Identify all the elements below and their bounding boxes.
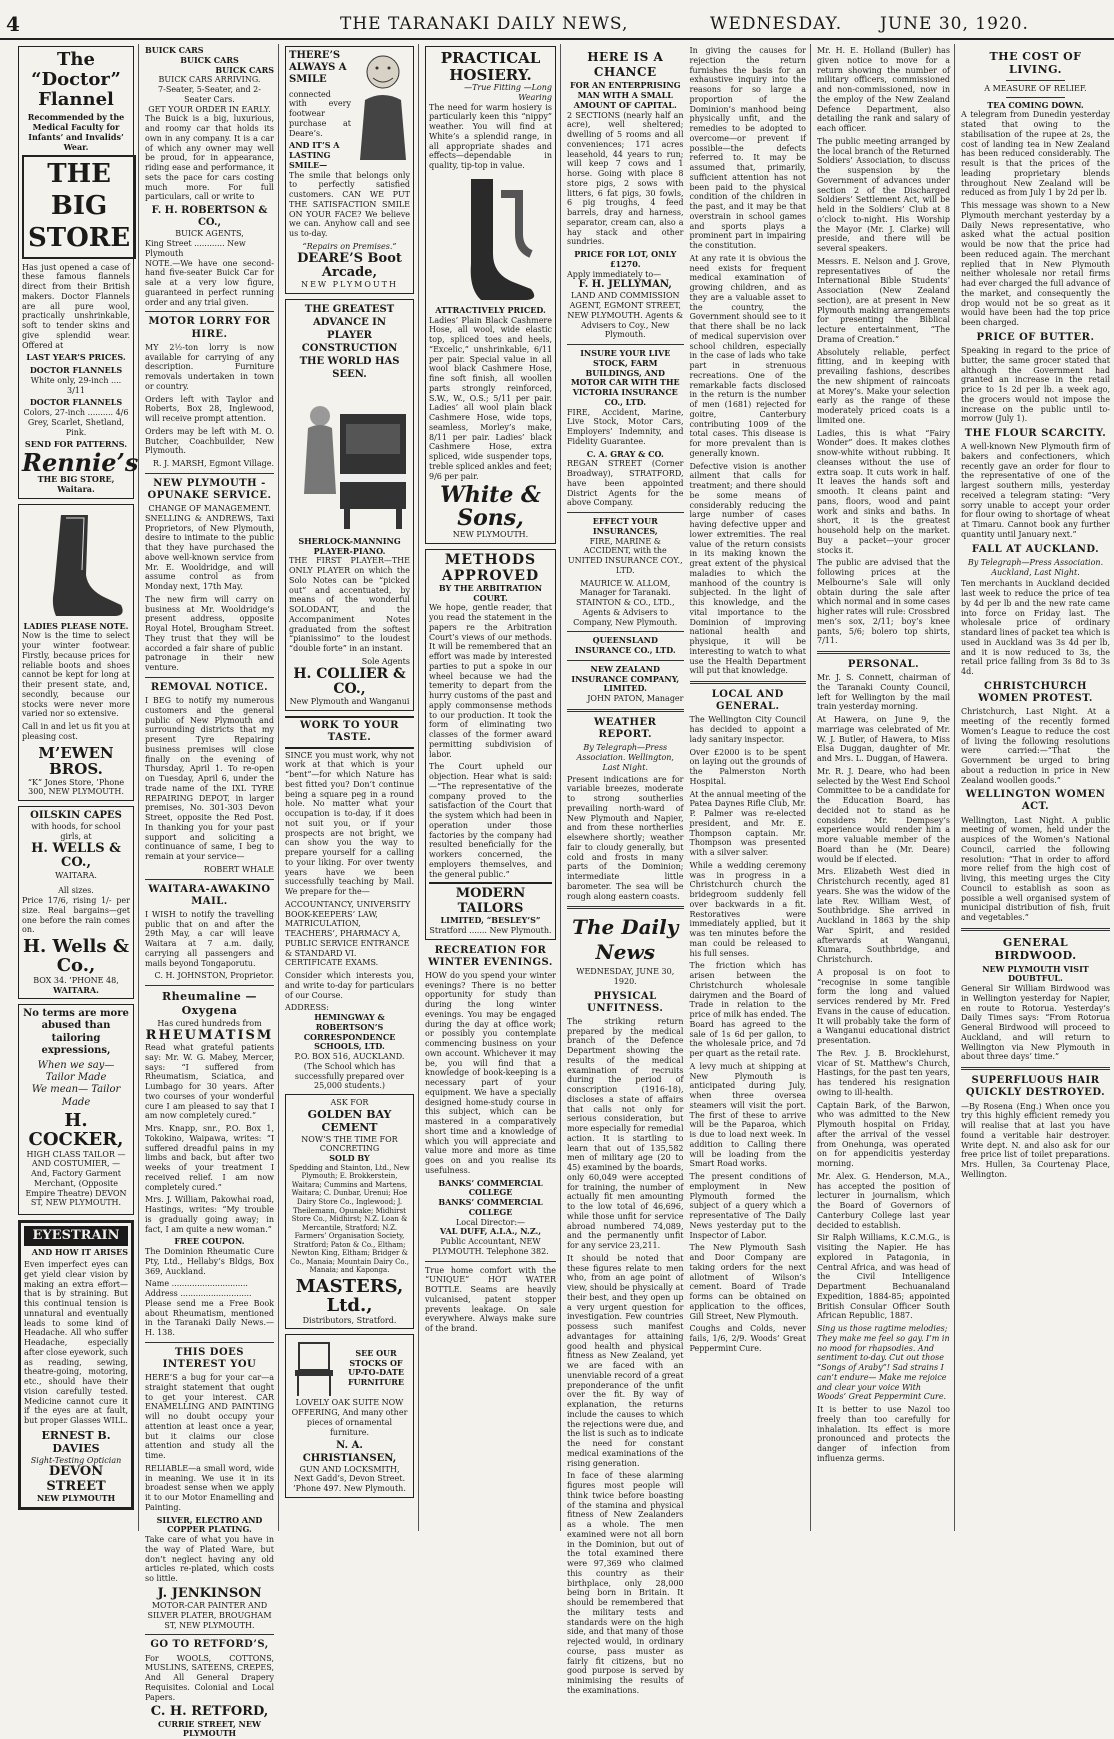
article-headline: THE COST OF LIVING. (989, 50, 1082, 77)
ad-name: JOHN PATON, Manager (587, 694, 684, 704)
ad-subhead: FOR AN ENTERPRISING MAN WITH A SMALL AMOUNT OF CAPITAL. (569, 80, 681, 110)
ad-address: CURRIE STREET, NEW PLYMOUTH (158, 1718, 261, 1739)
ad-subhead: SILVER, ELECTRO AND COPPER PLATING. (156, 1514, 263, 1535)
ad-subhead: AND IT’S A LASTING SMILE— (289, 140, 340, 170)
ad-subhead: CHANGE OF MANAGEMENT. (148, 504, 271, 514)
ad-headline: UP-TO-DATE FURNITURE (347, 1367, 405, 1388)
ad-headline: Rheumaline — Oxygena (161, 990, 258, 1017)
ad-text: Has just opened a case of these famous flannels direct from their British makers. Doctor Flannels are all pure wool, practically unshrinkable, soft to tender skins and give splendid wear. Offered at (22, 262, 130, 350)
ad-name: C. H. RETFORD, (150, 1704, 269, 1720)
article-subhead: TEA COMING DOWN. (987, 99, 1084, 110)
ad-headline: EFFECT YOUR INSURANCES, (592, 516, 658, 536)
ad-text: Orders may be left with M. O. Butcher, Coachbuilder, New Plymouth. (145, 426, 274, 456)
ad-subhead: FIRE, MARINE & ACCIDENT, with the UNITED INSURANCE COY., LTD. (567, 536, 683, 575)
column-2 (141, 44, 279, 1739)
ad-text: The Court upheld our objection. Hear what is said:—“The representative of the company proved to the satisfaction of the Court that the system which had been in operation under those factories by the company had resulted beneficially for the workers concerned, the employers themselves, and the general public.” (429, 762, 552, 879)
ad-address: MOTOR-CAR PAINTER AND SILVER PLATER, BROUGHAM ST, NEW PLYMOUTH. (147, 1601, 272, 1630)
ad-headline: BUICK CARS (215, 64, 274, 75)
article-text: —By Rosena (Eng.) When once you try this highly efficient remedy you will realise that at last you have found a veritable hair destroyer. Write dept. N. and also ask for our free price list of toilet preparations. Mrs. Hullen, 3a Courtenay Place, Wellington. (961, 1101, 1110, 1179)
ad-text: ASK FOR (330, 1098, 369, 1108)
article-text: The striking return prepared by the medical branch of the Defence Department showing the results of the medical examination of recruits during the period of conscription (1916-18), discloses a state of affairs that calls not only for serious consideration, but more especially for remedial action. It is startling to learn that out of 135,582 men of military age (20 to 45) examined by the boards, only 60,049 were accepted for training, the number of actually fit men amounting to the low total of 46,696, while those unfit for service abroad numbered 74,089, and the permanently unfit for any service 23,211. (567, 1016, 684, 1251)
ad-address: NEW PLYMOUTH (36, 1493, 116, 1504)
ad-headline: METHODS APPROVED (441, 552, 540, 584)
ad-address: LAND AND COMMISSION AGENT, EGMONT STREET, NEW PLYMOUTH. Agents & Advisers to Coy., New Plymouth. (567, 291, 684, 340)
price-line: White only, 29-inch .... 3/11 (30, 375, 122, 395)
article-text: Mr. Alex. G. Henderson, M.A., has accepted the position of lecturer in journalism, which the Board of Governors of Canterbury College last year decided to establish. (817, 1171, 950, 1230)
article-text: General Sir William Birdwood was in Wellington yesterday for Napier, en route to Rotorua. Yesterday’s Daily Times says: “From Rotorua General Birdwood will proceed to Auckland, and will return to Wellington via New Plymouth in about three days’ time.” (961, 984, 1110, 1062)
ad-name: N. A. CHRISTIANSEN, (302, 1440, 397, 1464)
ad-headline: No terms are more abused than tailoring expressions, (23, 1008, 129, 1056)
ad-headline: BUICK CARS (180, 54, 239, 65)
article-text: A well-known New Plymouth firm of bakers and confectioners, which recently gave an order for flour to the representative of one of the largest southern mills, yesterday received a telegram stating: “Very sorry unable to accept your order for flour owing to shortage of wheat at Timaru. Cannot book any further quantity until January next.” (961, 442, 1110, 539)
ad-name: HEMINGWAY & ROBERTSON’S CORRESPONDENCE SCHOOLS, LTD. (303, 1012, 396, 1052)
ad-text: We hope, gentle reader, that you read the statement in the papers re the Arbitration Court’s views of our methods. It will be remembered that an effort was made by interested parties to put a spoke in our wheel because we had the temerity to depart from the hurry customs of the past and apply commonsense methods to our production. It took the form of eliminating two classes of the former award permitting subdivision of labor. (429, 603, 552, 759)
cocker-ad (18, 1004, 134, 1215)
ad-text: Take care of what you have in the way of Plated Ware, but don’t neglect having any old articles re-plated, which costs so little. (145, 1535, 274, 1584)
page-number: 4 (6, 12, 20, 36)
column-5 (563, 44, 811, 1695)
ad-subhead: LIMITED, “BESLEY’S” (440, 915, 541, 926)
ad-subhead: BUICK CARS ARRIVING. (158, 75, 261, 85)
ad-text: MY 2½-ton lorry is now available for carrying of any description. Furniture removals undertaken in town or country. (145, 342, 274, 391)
ad-headline: Flannel (38, 88, 114, 110)
ad-subhead: —True Fitting —Long Wearing (464, 83, 552, 102)
mewen-name: M’EWEN BROS. (38, 743, 114, 779)
article-text: The Wellington City Council has decided to appoint a lady sanitary inspector. (689, 715, 806, 744)
coupon-name-field: Name .............................. (145, 1279, 248, 1289)
column-4 (421, 44, 561, 1531)
article-text: The public are advised that the following prices at the Melbourne’s Sale will only obtain during the sale after which normal and in some cases higher rates will rule: Crossbred men’s sox, 2/11; boy’s knee pants, 5/6; bolero top shirts, 7/11. (817, 558, 950, 646)
article-text: While a wedding ceremony was in progress in a Christchurch church the bridegroom suddenly fell over backwards in a fit. Restoratives were immediately applied, but it was ten minutes before the man could be released to his full senses. (689, 860, 806, 958)
ad-text: Please send me a Free Book about Rheumatism, mentioned in the Taranaki Daily News.—H. 138. (145, 1298, 274, 1338)
ad-text: connected with every footwear purchase at Deare’s. (289, 89, 351, 138)
article-text: Present indications are for variable breezes, moderate to strong southerlies prevailing north-ward of New Plymouth and Napier, and from these northerlies elsewhere shortly; weather fair to cloudy generally, but cold and frosts in many parts of the Dominion; intermediate little barometer. The sea will be rough along eastern coasts. (567, 774, 684, 901)
article-text: The New Plymouth Sash and Door Company are taking orders for the next allotment of Wilson’s cement. Board of Trade forms can be obtained on application to the offices, Gill Street, New Plymouth. (689, 1243, 806, 1321)
oilskin-ad (18, 806, 134, 999)
ad-name: H. Wells & Co., (22, 936, 130, 976)
article-headline: GENERAL BIRDWOOD. (994, 935, 1077, 963)
white-sons-logo: White & Sons, (440, 482, 541, 532)
deare-ad (285, 46, 414, 294)
ad-name: STAINTON & CO., LTD., Agents & Advisers to Company, New Plymouth. (573, 598, 678, 627)
ad-text: The Dominion Rheumatic Cure Pty, Ltd., Hellaby’s Bldgs, Box 369, Auckland. (145, 1247, 274, 1276)
ad-address: WAITARA. (55, 870, 97, 880)
article-text: Messrs. E. Nelson and J. Grove, representatives of the International Bible Students’ Association (New Zealand section), are at present in New Plymouth making arrangements for presenting the Biblical lecture entertainment, “The Drama of Creation.” (817, 256, 950, 344)
ad-text: All sizes. (58, 886, 94, 896)
article-text: Captain Bark, of the Barwon, who was admitted to the New Plymouth hospital on Friday, after the arrival of the vessel from Onehunga, was operated on for appendicitis yesterday morning. (817, 1100, 950, 1169)
article-subhead: FALL AT AUCKLAND. (971, 543, 1100, 555)
ad-name: H. WELLS & CO., (31, 840, 121, 871)
ad-headline: HERE IS A CHANCE (587, 50, 664, 79)
ad-subhead: BY THE ARBITRATION COURT. (438, 582, 543, 603)
ad-text: I WISH to notify the travelling public that on and after the 29th May, a car will leave Waitara at 7 a.m. daily, carrying all passengers and mails beyond Tongaporutu. (145, 909, 274, 968)
article-dateline: By Telegraph—Press Association. Wellington, Last Night. (576, 743, 674, 772)
article-text: Over £2000 is to be spent on laying out the grounds of the Palmerston North Hospital. (689, 747, 806, 786)
article-text: Speaking in regard to the price of butter, the same grocer stated that although the Government had granted an increase in the retail price to 1s 2d per lb. a week ago, the grocers would not impose the increase on the public until to-morrow (July 1). (961, 346, 1110, 424)
ad-text: with hoods, for school girls, at (31, 822, 121, 842)
article-headline: SUPERFLUOUS HAIR QUICKLY DESTROYED. (965, 1075, 1106, 1099)
ad-headline: RHEUMATISM (145, 1027, 274, 1043)
article-text: Absolutely reliable, perfect fitting, and in keeping with prevailing fashions, describes the new shipment of raincoats at Morey’s. Make your selection early as the range of these moderately priced coats is a limited one. (817, 347, 950, 425)
ad-name: C. A. GRAY & CO. (586, 448, 664, 459)
furniture-ad (285, 1334, 414, 1498)
ad-text: (The School which has successfully prepared over 25,000 students.) (294, 1061, 405, 1091)
column-1 (14, 44, 139, 1531)
article-subhead: CHRISTCHURCH WOMEN PROTEST. (978, 680, 1093, 705)
issue-date: JUNE 30, 1920. (880, 14, 1029, 34)
issue-day: WEDNESDAY. (710, 14, 843, 34)
article-text: Mr. J. S. Connett, chairman of the Taranaki County Council, left for Wellington by the mail train yesterday morning. (817, 673, 950, 712)
ad-name: MODERN TAILORS (429, 882, 552, 916)
smiling-man-illustration (355, 50, 410, 160)
ad-name: VICTORIA INSURANCE CO., LTD. (572, 387, 678, 407)
article-subhead: A MEASURE OF RELIEF. (984, 83, 1087, 93)
modern-tailors-ad (425, 549, 556, 939)
column-3 (281, 44, 419, 1531)
ad-text: Local Director:— (455, 1217, 526, 1227)
ad-text: I BEG to notify my numerous customers and the general public of New Plymouth and surrounding districts that my present Tyre Repairing business premises will close finally on the evening of Thursday, April 1. To re-open on Tuesday, April 6, under the trade name of the IXL TYRE REPAIRING DEPOT, in larger premises, No. 301-303 Devon Street, opposite the Red Post. In thanking you for your past support and soliciting a continuance of same, I beg to remain at your service— (145, 696, 274, 862)
article-text: Ladies, this is what “Fairy Wonder” does. It makes clothes snow-white without rubbing. It cleanses without the use of extra soap. It cuts work in half. It leaves the hands soft and smooth. It cleans paint and pans, floors, wood and paint work and sinks and baths. In short, it is the greatest household help on the market. Buy a packet—your grocer stocks it. (817, 428, 950, 555)
article-text: Mrs. Elizabeth West died in Christchurch recently, aged 81 years. She was the widow of the late Rev. William West, of Southbridge. She arrived in Auckland in 1863 by the ship War Spirit, and resided afterwards at Wanganui, Kumara, Southbridge, and Christchurch. (817, 867, 950, 965)
ad-name: F. H. JELLYMAN, (578, 279, 672, 291)
ad-text: Read what grateful patients say: Mr. W. G. Mabey, Mercer, says: “I suffered from Rheumatism, Sciatica, and Lumbago for 30 years. After two courses of your wonderful cure I am pleased to say that I am now completely cured.” (145, 1043, 274, 1121)
ad-headline: OILSKIN CAPES (30, 810, 122, 822)
ad-subhead: SHERLOCK-MANNING PLAYER-PIANO. (298, 535, 401, 556)
ad-text: For WOOLS, COTTONS, MUSLINS, SATEENS, CREPES, And All General Drapery Requisites. Colonial and Local Papers. (145, 1653, 274, 1702)
article-text: The present conditions of employment in New Plymouth formed the subject of a query which a representative of The Daily News yesterday put to the Inspector of Labor. (689, 1172, 806, 1240)
stocking-illustration (431, 174, 551, 304)
article-text: The public meeting arranged by the local branch of the Returned Soldiers’ Association, to discuss the suspension by the Government of advances under section 2 of the Discharged Soldiers’ Settlement Act, will be held in the Soldiers’ Club at 8 o’clock to-night. His Worship the Mayor (Mr. J. Clarke) will preside, and there will be several speakers. (817, 136, 950, 253)
editorial-date: WEDNESDAY, JUNE 30, 1920. (576, 967, 675, 986)
ad-name: VAL DUFF, A.I.A., N.Z., (439, 1226, 542, 1237)
rennies-logo: Rennie’s (22, 448, 139, 478)
white-sons-ad (425, 46, 556, 544)
ad-text: Consider which interests you, and write to-day for particulars of our Course. (285, 971, 414, 1000)
ad-headline: WAITARA-AWAKINO MAIL. (148, 883, 271, 907)
ad-subhead: SEE OUR STOCKS OF (349, 1347, 403, 1368)
ad-name: MAURICE W. ALLOM, Manager for Taranaki. (579, 578, 671, 598)
article-text: In face of these alarming figures most people will think twice before boasting of the stamina and physical fitness of New Zealanders as a whole. The men examined were not all born in the Dominion, but out of the total examined there were 97,369 who claimed this country as their birthplace, only 28,000 being born in Britain. It should be remembered that the military tests and standards were on the high side, and that many of those rejected would, in ordinary course, pass muster as fairly fit citizens, but no good purpose is served by minimising the results of the examinations. (567, 1471, 684, 1695)
newspaper-title: THE TARANAKI DAILY NEWS, (340, 14, 629, 34)
price-line: DOCTOR FLANNELS (29, 397, 123, 408)
column-6 (813, 44, 955, 1531)
article-text: It should be noted that these figures relate to men who, from an age point of view, should be physically at their best, and they open up a very urgent question for investigation. Few countries possess such manifest advantages for attaining good health and physical fitness as New Zealand, yet we are faced with an unenviable record of a great preponderance of the unfit over the fit. By way of explanation, the returns include the causes to which the rejections were due, and the list is such as to indicate the need for constant medical examinations of the rising generation. (567, 1253, 684, 1468)
article-text: Mr. R. J. Deare, who had been selected by the West End School Committee to be a candidate for the Education Board, has decided not to stand as he considers Mr. Dempsey’s experience would render him a more valuable member of the Board than he (Mr. Deare) would be if elected. (817, 766, 950, 864)
ad-text: THE FIRST PLAYER—THE ONLY PLAYER on which the Solo Notes can be “picked out” and accentuated, by means of the wonderful SOLODANT, and the Accompaniment Notes graduated from the softest “pianissimo” to the loudest “double forte” in an instant. (289, 556, 410, 654)
ad-subhead: LAST YEAR’S PRICES. (26, 352, 126, 363)
ad-subhead: ATTRACTIVELY PRICED. (435, 304, 546, 315)
ad-address: Distributors, Stratford. (302, 1315, 397, 1325)
ad-subhead: SEND FOR PATTERNS. (24, 439, 128, 450)
article-text: At the annual meeting of the Patea Daynes Rifle Club, Mr. P. Palmer was re-elected president, and Mr. E. Thompson captain. Mr. Thompson was presented with a silver salver. (689, 789, 806, 858)
ad-headline: The (57, 49, 95, 70)
ad-address: NEW PLYMOUTH. (452, 530, 529, 540)
article-text: Defective vision is another ailment that calls for treatment; and there should be some means of considerably reducing the large number of cases having defective upper and lower extremities. The real value of the return consists in its making known the great extent of the physical maladies to which the manhood of the country is subjected. In the light of this knowledge, and the vital importance to the Dominion of improving national health and physique, it will be interesting to watch to what use the Health Department will put that knowledge. (689, 461, 806, 676)
ad-name: F. H. ROBERTSON & CO., (151, 205, 268, 229)
ad-headline: MOTOR LORRY FOR HIRE. (148, 316, 271, 340)
ad-address: King Street ............ New Plymouth (145, 239, 246, 258)
ad-text: We mean— Tailor Made (31, 1084, 121, 1108)
ad-address: GUN AND LOCKSMITH, Next Gadd’s, Devon Street. (293, 1464, 406, 1484)
cement-ad (285, 1094, 414, 1329)
ad-text: Recommended by the Medical Faculty for Infants’ and Invalids’ Wear. (27, 112, 125, 152)
ad-text: RELIABLE—a small word, wide in meaning. We use it in its broadest sense when we apply it to our Motor Enamelling and Painting. (145, 1463, 274, 1512)
ad-text: Call in and let us fit you at pleasing cost. (22, 722, 130, 741)
ad-text: LOVELY OAK SUITE NOW OFFERING, And many other pieces of ornamental furniture. (291, 1398, 408, 1437)
ad-headline: NEW PLYMOUTH - OPUNAKE SERVICE. (147, 477, 272, 501)
ad-text: Price 17/6, rising 1/- per size. Real bargains—get one before the rain comes on. (22, 896, 130, 935)
ad-address: Stratford ....... New Plymouth. (429, 925, 552, 935)
article-text: Christchurch, Last Night. At a meeting of the recently formed Women’s League to reduce the cost of living the following resolutions were carried:—“That the Government be urged to bring about a reduction in price in New Zealand woollen goods.” (961, 707, 1110, 785)
ad-text: Mrs. J. William, Pakowhai road, Hastings, writes: “My trouble is gradually going away; in fact, I am quite a new woman.” (145, 1195, 274, 1234)
ad-text: Mrs. Knapp, snr., P.O. Box 1, Tokokino, Waipawa, writes: “I suffered dreadful pains in my limbs and back, but after two weeks of your treatment I received relief. I am now completely cured.” (145, 1124, 274, 1192)
article-text: The Rev. J. B. Brocklehurst, vicar of St. Matthew’s Church, Hastings, for the past ten years, has tendered his resignation owing to ill-health. (817, 1048, 950, 1097)
ad-name: R. J. MARSH, Egmont Village. (152, 459, 274, 468)
ad-address: Public Accountant, NEW PLYMOUTH. Telephone 382. (432, 1237, 549, 1256)
ad-name: J. JENKINSON (157, 1585, 262, 1601)
ad-text: Sight-Testing Optician (30, 1455, 122, 1465)
ad-name: QUEENSLAND INSURANCE CO., LTD. (574, 635, 676, 656)
ad-headline: GO TO RETFORD’S, (150, 1639, 269, 1651)
price-line: DOCTOR FLANNELS (29, 365, 123, 376)
article-text: A telegram from Dunedin yesterday stated that owing to the stabilisation of the rupee at 2s, the cost of landing tea in New Zealand has been reduced considerably. The result is that the prices of the leading proprietary blends throughout New Zealand will be reduced as from July 1 by 2d per lb. (961, 110, 1110, 198)
ad-headline: GOLDEN BAY CEMENT (307, 1107, 392, 1135)
ad-address: HIGH CLASS TAILOR — AND COSTUMIER, — And, Factory Garment Merchant, (Opposite Empire Theatre) DEVON ST, NEW PLYMOUTH. (25, 1149, 127, 1208)
eyestrain-ad (18, 1220, 134, 1510)
ad-text: HOW do you spend your winter evenings? There is no better opportunity for study than during the long winter evenings. You may be engaged during the day at office work; or possibly you contemplate commencing business on your own account. Whichever it may be, you will find that a knowledge of book-keeping is a necessary part of your equipment. We have a specially designed home-study course in this subject, which can be mastered in a comparatively short time and a knowledge of which you will appreciate and value more and more as time goes on and you realise its usefulness. (425, 970, 556, 1175)
ad-text: SNELLING & ANDREWS, Taxi Proprietors, of New Plymouth, desire to intimate to the public that they have purchased the above well-known service from Mr. E. Wooldridge, and will assume control as from Monday next, 17th May. (145, 513, 274, 592)
ad-address: New Plymouth and Wanganui (289, 697, 410, 707)
ad-subhead: NOW’S THE TIME FOR CONCRETING (301, 1134, 398, 1154)
poem: Sing us those ragtime melodies; They make me feel so gay. I’m in no mood for rhapsodies. And sentiment to-day. Cut out those “Songs of Araby”! Sad strains I can’t endure— Make me rejoice and clear your voice With Woods’ Great Peppermint Cure. (817, 1324, 950, 1402)
column-7 (957, 44, 1114, 1531)
ad-address: THE BIG STORE, Waitara. (37, 474, 115, 494)
boot-illustration (26, 510, 126, 620)
ad-text: REGAN STREET (Corner Broadway), STRATFORD, have been appointed District Agents for the above Company. (567, 459, 684, 508)
article-text: This message was shown to a New Plymouth merchant yesterday by a Daily News representative, who asked what the actual position would be now that the price had been reduced again. The merchant replied that in New Plymouth neither wholesale nor retail firms had ever charged the full advance of the market, and consequently the drop would not be so great as it would have been had the top price been charged. (961, 201, 1110, 328)
ad-headline: INSURE YOUR LIVE STOCK, FARM BUILDINGS, AND MOTOR CAR WITH THE (570, 348, 680, 388)
article-headline: PERSONAL. (847, 659, 920, 670)
article-text: Mr. H. E. Holland (Buller) has given notice to move for a return showing the number of military officers, commissioned and non-commissioned, now in the employ of the New Zealand Defence Department, also detailing the rank and salary of each officer. (817, 46, 950, 133)
ad-text: Ladies’ Plain Black Cashmere Hose, all wool, wide elastic top, spliced toes and heels, “Excelic,” unshrinkable, 6/11 per pair. Special value in all wool black Cashmere Hose, fine soft finish, all woollen parts strongly reinforced, S.W., W., O.S.; 5/11 per pair. Ladies’ all wool plain black Cashmere Hose, wide tops, seamless, Morley’s make, 8/11 per pair. Ladies’ black Cashmere Hose, extra spliced, wide suspender tops, treble spliced ankles and feet; 9/6 per pair. (429, 315, 552, 481)
ad-address: DEVON STREET (46, 1464, 106, 1494)
ad-address: “K” Jones Store, ’Phone 300, NEW PLYMOUTH. (27, 777, 125, 797)
article-subhead: PRICE OF BUTTER. (976, 331, 1095, 343)
stockist-list: Spedding and Stainton, Ltd., New Plymouth; E. Brokkerstein, Waitara; Cummins and Martens, Waitara; C. Dunbar, Urenui; Hoe Dairy Store Co., Inglewood; J. Theilemann, Opunake; Midhirst Store Co., Midhirst; N.Z. Loan & Mercantile, Stratford; N.Z. Farmers’ Organisation Society, Stratford; Paton & Co., Eltham; Newton King, Eltham; Bridger & Co., Manaia; Mountain Dairy Co., Manaia; and Kaponga. (289, 1163, 410, 1275)
ad-address: BOX 34. ’PHONE 48, (33, 975, 119, 985)
masters-name: MASTERS, Ltd., (295, 1275, 404, 1316)
ad-address: NEW PLYMOUTH (301, 280, 398, 290)
ad-headline: RECREATION FOR WINTER EVENINGS. (428, 944, 553, 968)
price-line: Grey, Scarlet, Shetland, Pink. (27, 417, 125, 437)
ad-headline: REMOVAL NOTICE. (150, 681, 269, 693)
mewen-ad (18, 504, 134, 802)
big-store-logo: THE BIG STORE (22, 155, 136, 258)
ad-text: ADDRESS: (285, 1003, 329, 1013)
ad-subhead: GET YOUR ORDER IN EARLY. (148, 104, 271, 114)
ad-text: BUICK AGENTS, (175, 229, 244, 239)
article-text: Wellington, Last Night. A public meeting of women, held under the auspices of the Women’s National Council, carried the following resolution: “That in order to afford more relief from the high cost of living, this meeting urges the City Council to establish as soon as possible a well organised system of municipal distribution of fish, fruit and vegetables.” (961, 815, 1110, 923)
course-list: ACCOUNTANCY, UNIVERSITY BOOK-KEEPERS’ LAW, MATRICULATION, TEACHERS’, PHARMACY A, PUBLIC SERVICE ENTRANCE & STANDARD VI. CERTIFICATE EXAMS. (285, 899, 411, 968)
article-text: It is better to use Nazol too freely than too carefully for inhalation. Its effect is more pronounced and protects the danger of infection from influenza germs. (817, 1405, 950, 1463)
ad-subhead: 7-Seater, 5-Seater, and 2-Seater Cars. (158, 85, 261, 104)
ad-subhead: Has cured hundreds from (157, 1019, 262, 1028)
article-text: In giving the causes for rejection the return furnishes the basis for an exhaustive inquiry into the reasons for so large a proportion of the Dominion’s manhood being physically unfit, and the remedies to be adopted to overcome—or prevent if possible—the defects referred to. It may be assumed that, primarily, sufficient attention has not been paid to the physical condition of the children in the past, and it may be that overstrain in school games and sports plays a prominent part in impairing the constitution. (689, 46, 806, 250)
coupon-address-field: Address ............................ (145, 1289, 252, 1299)
article-text: At any rate it is obvious the need exists for frequent medical examination of growing children, and as they are a valuable asset to the country, the Government should see to it that there shall be no lack of medical supervision over school children, especially in the case of lads who take part in strenuous recreations. One of the remarkable facts disclosed in the return is the number of men (1681) rejected for goitre, Canterbury contributing 1009 of the total cases. This disease is for more prevalent than is generally known. (689, 253, 806, 458)
ad-text: True home comfort with the “UNIQUE” HOT WATER BOTTLE. Seams are heavily vulcanised, patent stopper prevents leakage. On sale everywhere. Always make sure of the brand. (425, 1265, 556, 1334)
ad-headline: WORK TO YOUR TASTE. (285, 716, 414, 748)
ad-headline: BUICK CARS (145, 45, 204, 55)
collier-name: H. COLLIER & CO., (293, 665, 406, 698)
ad-text: HERE’S a bug for your car—a straight statement that ought to get your interest. CAR ENAMELLING AND PAINTING will no doubt occupy your attention at least once a year, but it claims our close attention and study all the time. (145, 1373, 274, 1461)
ad-text: Even imperfect eyes can get yield clear vision by making an extra effort—that is by straining. But this continual tension is unnatural and eventually leads to some kind of Headache. All who suffer Headache, especially after close eyework, such as reading, sewing, theatre-going, motoring, etc., should have their vision carefully tested. Medicine cannot cure it if the eyes are at fault, but proper Glasses WILL. (24, 1260, 128, 1426)
ad-subhead: FREE COUPON. (174, 1236, 245, 1247)
ad-headline: THIS DOES INTEREST YOU (162, 1346, 257, 1370)
article-subhead: THE FLOUR SCARCITY. (964, 428, 1107, 439)
article-headline: WEATHER REPORT. (594, 716, 657, 741)
article-text: A proposal is on foot to “recognise in some tangible form the long and valued services rendered by Mr. Fred Evans in the cause of education. It will probably take the form of a Wanganui educational district presentation. (817, 967, 950, 1046)
ad-name: C. H. JOHNSTON, Proprietor. (154, 971, 274, 981)
article-headline: PHYSICAL UNFITNESS. (587, 990, 664, 1014)
ad-text: Apply immediately to— (567, 269, 662, 279)
piano-ad (285, 299, 414, 711)
price-line: Colors, 27-inch .......... 4/6 (23, 408, 129, 418)
ad-text: The need for warm hosiery is particularly keen this “nippy” weather. You will find at White’s a splendid range, in all appropriate shades and effects—dependable in quality, tip-top in value. (429, 102, 552, 170)
article-text: The friction which has arisen between the Christchurch wholesale dairymen and the Board of Trade in relation to the price of milk has ended. The Board has agreed to the sale of 1s 6d per gallon, to the wholesale price, and 7d per quart as the retail rate. (689, 961, 806, 1059)
ad-address: ’Phone 497. New Plymouth. (293, 1484, 406, 1494)
article-subhead: WELLINGTON WOMEN ACT. (965, 789, 1106, 813)
ad-headline: THE GREATEST ADVANCE IN PLAYER CONSTRUCTION THE WORLD HAS SEEN. (299, 303, 400, 380)
deare-name: DEARE’S Boot Arcade, (297, 250, 402, 280)
ad-text: The Buick is a big, luxurious, and roomy car that holds its own in any company. It is a car of which any owner may well be proud, for in appearance, riding ease and performance, it sets the pace for cars costing much more. For full particulars, call or write to (145, 114, 274, 202)
ad-text: NOTE.—We have one second-hand five-seater Buick Car for sale at a very low figure, guaranteed in perfect running order and any trial given. (145, 258, 274, 307)
article-subhead: NEW PLYMOUTH VISIT DOUBTFUL. (982, 963, 1089, 984)
ad-text: SOLD BY (329, 1153, 370, 1164)
ad-text: The smile that belongs only to perfectly satisfied customers. CAN WE PUT THE SATISFACTION SMILE ON YOUR FACE? We believe we can. Anyhow call and see us to-day. (289, 170, 410, 239)
ad-address: WAITARA. (53, 984, 99, 995)
ad-name: ERNEST B. DAVIES (41, 1428, 111, 1456)
ad-name: NEW ZEALAND INSURANCE COMPANY, LIMITED. (571, 663, 680, 694)
ad-name: BANKS’ COMMERCIAL COLLEGE (438, 1197, 543, 1217)
chair-illustration (289, 1338, 339, 1398)
article-text: Sir Ralph Williams, K.C.M.G., is visiting the Napier. He has explored in Patagonia, in Central Africa, and was head of the Civil Intelligence Department Bechuanaland Expedition, 1884-85; appointed British Consular Officer South African Republic, 1887. (817, 1233, 950, 1321)
ad-text: Now is the time to select your winter footwear. Firstly, because prices for reliable boots and shoes cannot be kept for long at their present state, and, secondly, because our stocks were never more varied nor so extensive. (22, 631, 130, 719)
article-text: Coughs and Colds, never fails, 1/6, 2/9. Woods’ Great Peppermint Cure. (689, 1324, 806, 1353)
ad-name: H. COCKER, (28, 1109, 124, 1150)
article-dateline: By Telegraph—Press Association. Auckland, Last Night. (967, 557, 1104, 577)
ad-subhead: LADIES PLEASE NOTE. (23, 620, 129, 631)
ad-headline: “Doctor” (31, 68, 121, 90)
ad-text: Sole Agents (361, 656, 410, 666)
masthead (0, 0, 1114, 40)
daily-news-nameplate: The Daily News (572, 915, 679, 964)
ad-text: The new firm will carry on business at Mr. Wooldridge’s present address, opposite Royal Hotel, Brougham Street. They trust that they will be accorded a fair share of public patronage in their new venture. (145, 594, 274, 673)
ad-text: “Repairs on Premises.” (302, 241, 397, 251)
ad-text: SINCE you must work, why not work at that which is your “bent”—for which Nature has best fitted you? Don’t continue being a square peg in a round hole. No matter what your occupation is to-day, if it does not suit you, or if your prospects are not bright, we can show you the way to prepare yourself for a calling to your liking. For over twenty years have we been successfully teaching by Mail. We prepare for the— (285, 750, 414, 897)
ad-text: When we say— Tailor Made (37, 1060, 115, 1084)
ad-text: 2 SECTIONS (nearly half an acre), well sheltered; dwelling of 5 rooms and all conveniences; 171 acres leasehold, 44 years to run; will keep 7 cows and 1 horse. Going with place 8 store pigs, 2 sows with litters, 6 fat pigs, 30 fowls, 6 pig troughs, 4 feed barrels, dray and harness, separator, cream can, also a hay stack and other sundries. (567, 110, 684, 247)
ad-headline: EYESTRAIN (24, 1226, 128, 1246)
ad-name: ROBERT WHALE (203, 864, 274, 874)
player-piano-illustration (290, 384, 410, 534)
ad-address: P.O. BOX 516, AUCKLAND. (294, 1052, 405, 1062)
doctor-flannel-ad (18, 46, 139, 499)
ad-subhead: PRICE FOR LOT, ONLY £1270. (574, 249, 677, 269)
ad-headline: PRACTICAL HOSIERY. (440, 49, 541, 84)
ad-subhead: AND HOW IT ARISES (31, 1247, 128, 1258)
article-headline: LOCAL AND GENERAL. (711, 689, 784, 713)
ad-name: BANKS’ COMMERCIAL COLLEGE (438, 1177, 543, 1198)
ad-text: Orders left with Taylor and Roberts, Box 28, Inglewood, will receive prompt attention. (145, 394, 274, 423)
article-text: Ten merchants in Auckland decided last week to reduce the price of tea by 4d per lb and the new rate came into force on Friday last. The wholesale price of ordinary standard lines of packet tea which is used in Auckland was 3s 4d per lb, and it is now reduced to 3s, the retail price falling from 3s 8d to 3s 4d. (961, 579, 1110, 677)
ad-headline: THERE’S ALWAYS A SMILE (289, 50, 347, 86)
article-text: A levy much at shipping at New Plymouth is anticipated during July, when three oversea steamers will visit the port. The first of these to arrive will be the Paparoa, which is due to load next week. In addition to Calling there will be loading from the Smart Road works. (689, 1061, 806, 1169)
article-text: At Hawera, on June 9, the marriage was celebrated of Mr. W. J. Butler, of Hawera, to Miss Elsa Duggan, daughter of Mr. and Mrs. L. Duggan, of Hawera. (817, 715, 950, 764)
ad-text: FIRE, Accident, Marine, Live Stock, Motor Cars, Employers’ Indemnity, and Fidelity Guarantee. (567, 407, 684, 446)
